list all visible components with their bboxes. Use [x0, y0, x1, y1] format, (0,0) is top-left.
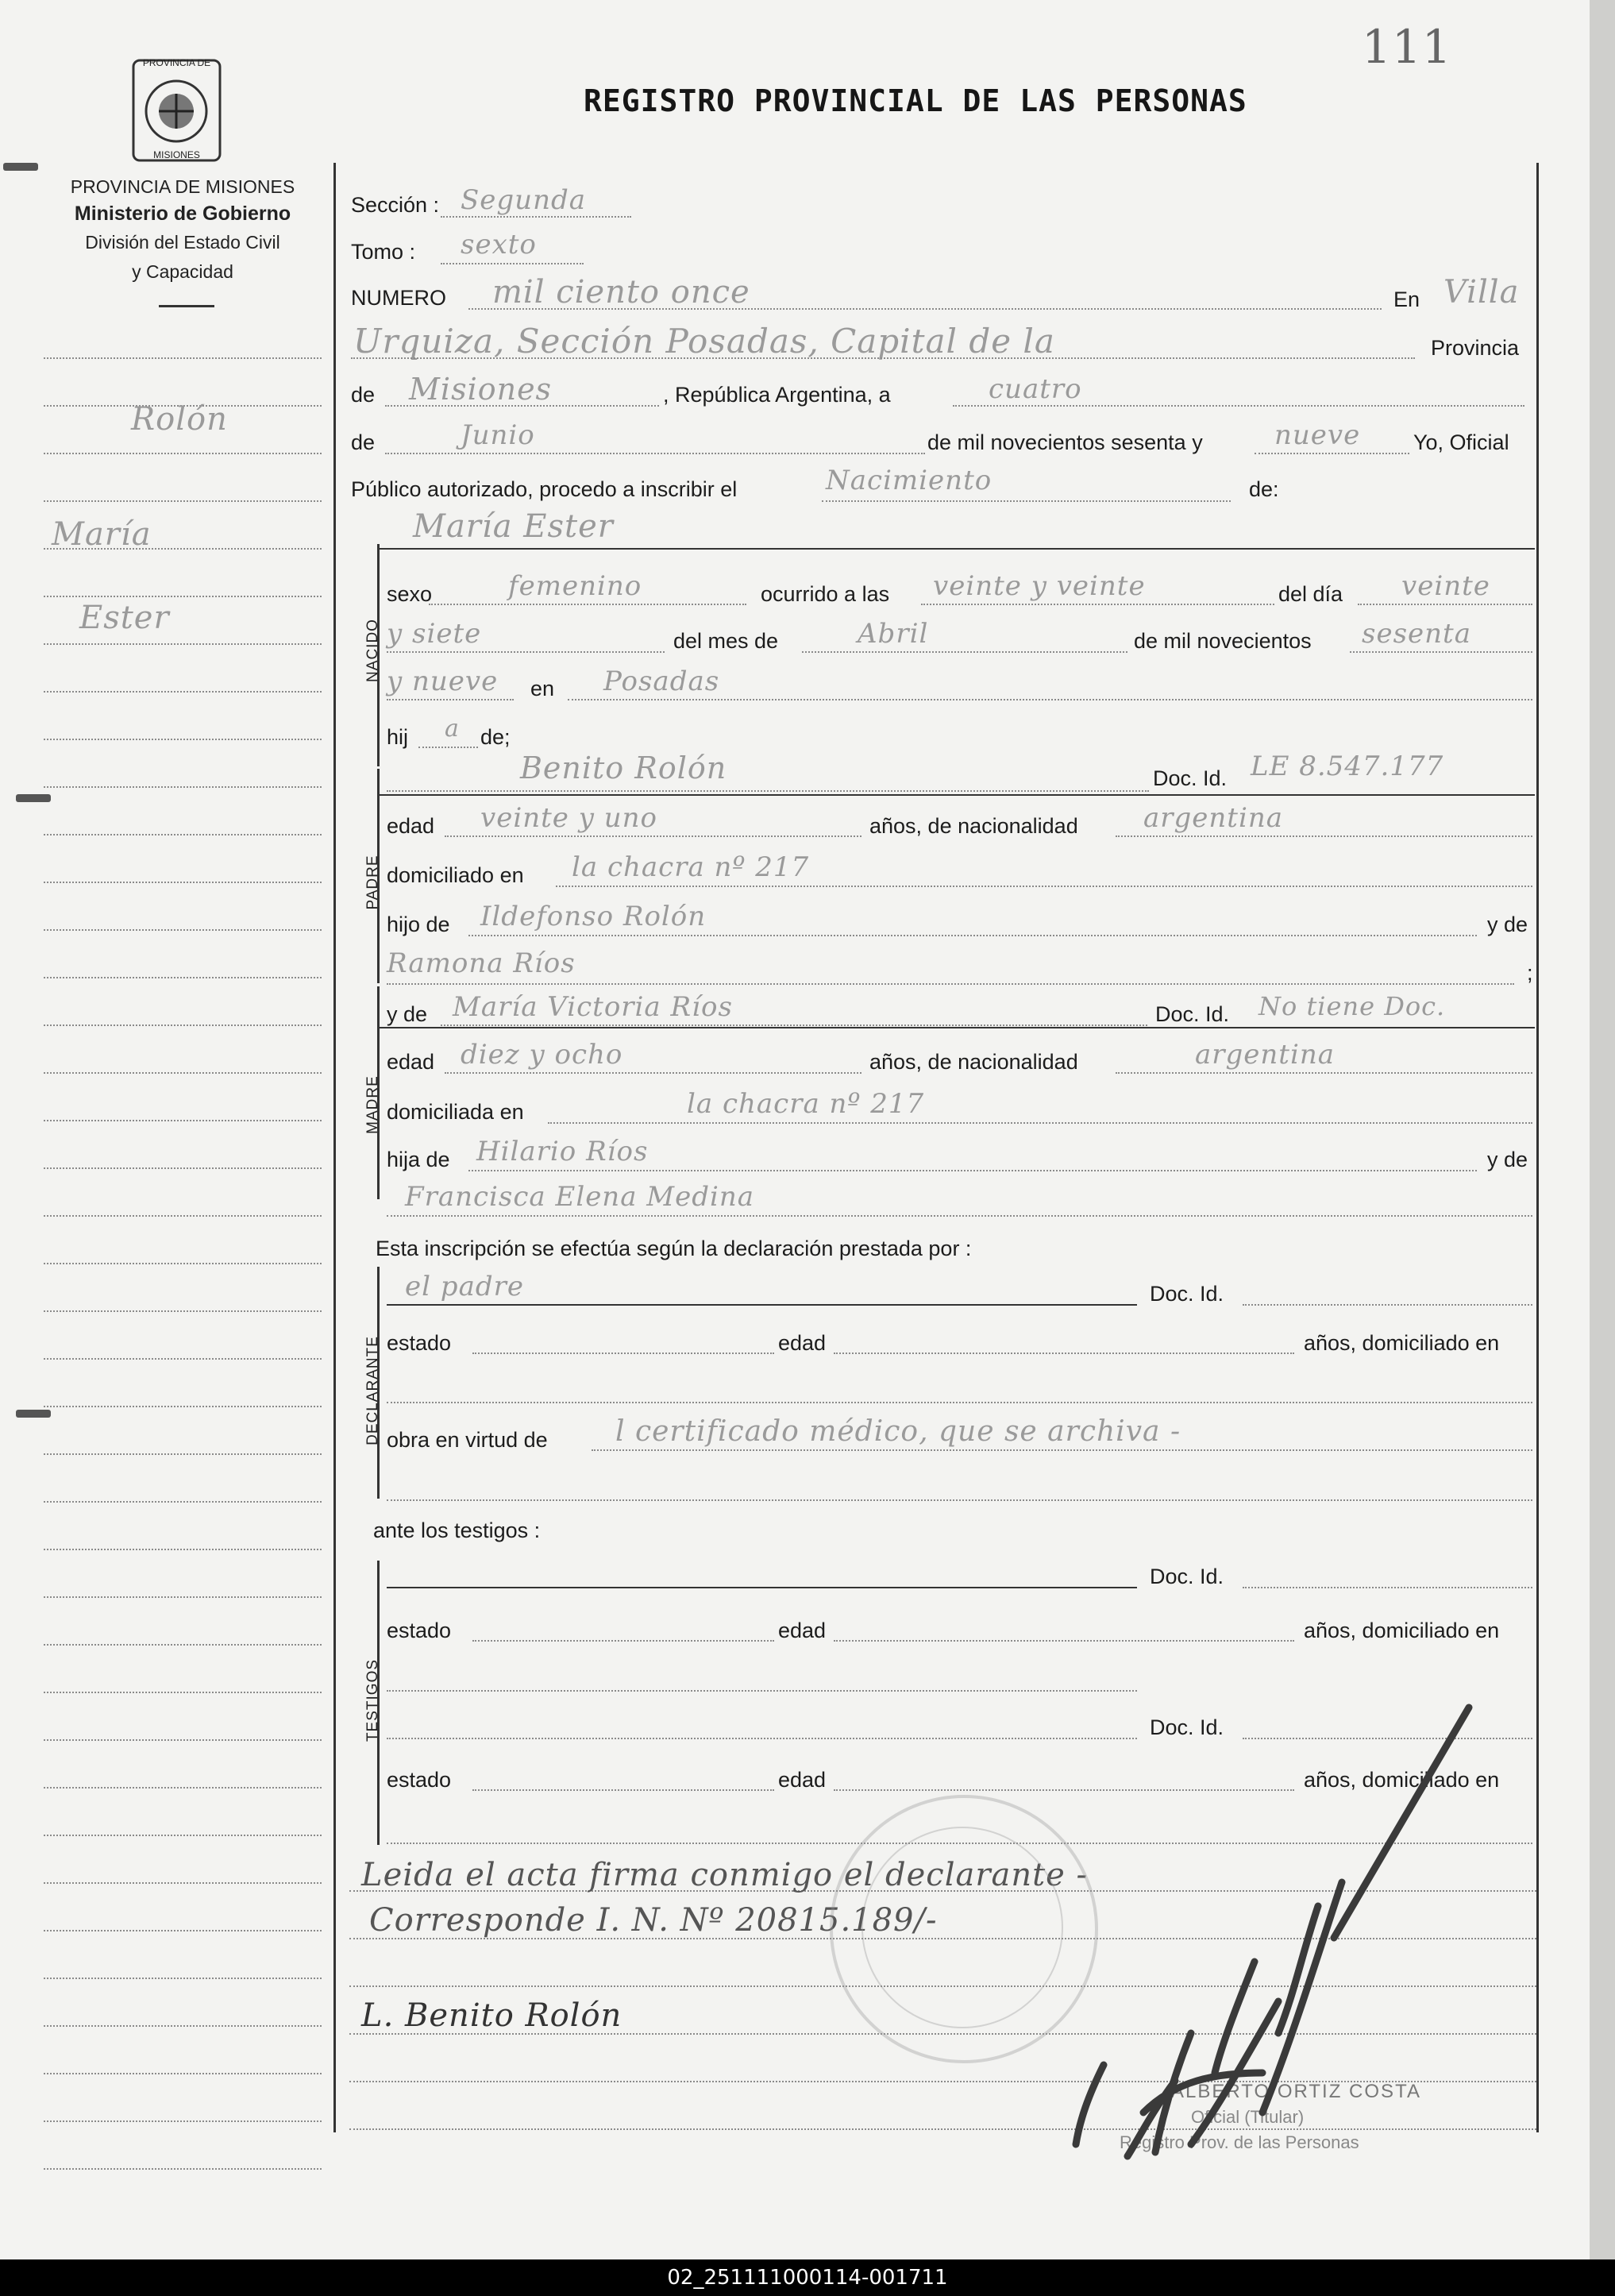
testigos-intro: ante los testigos :	[373, 1518, 541, 1542]
provincia-line	[385, 405, 659, 407]
madre-de-madre-line	[387, 1215, 1532, 1217]
testigo-1-nombre-line	[387, 1587, 1137, 1588]
padre-nombre-solid	[380, 794, 1535, 796]
anios-label-madre: años, de nacionalidad	[869, 1050, 1078, 1074]
sexo-label: sexo	[387, 582, 433, 606]
mil-label: de mil novecientos sesenta y	[927, 430, 1203, 454]
obra-line	[592, 1449, 1532, 1451]
place-line: Urquiza, Sección Posadas, Capital de la	[353, 322, 1055, 361]
testigos-side-label: TESTIGOS	[364, 1658, 381, 1742]
tomo-value: sexto	[461, 229, 537, 260]
testigo-2-nombre-line	[387, 1690, 1137, 1692]
mes-line	[385, 453, 925, 454]
edad-line-declarante	[834, 1353, 1294, 1354]
publico-label: Público autorizado, procedo a inscribir el	[351, 477, 738, 501]
nombre-line	[380, 548, 1535, 550]
domicilio-value-madre: la chacra nº 217	[687, 1088, 925, 1120]
provincia-label: Provincia	[1431, 336, 1520, 360]
hij-value: a	[445, 715, 460, 743]
doc-label-testigo-1: Doc. Id.	[1150, 1565, 1224, 1588]
domicilio-label-madre: domiciliada en	[387, 1100, 524, 1124]
obra-value: l certificado médico, que se archiva -	[615, 1415, 1181, 1448]
page-title: REGISTRO PROVINCIAL DE LAS PERSONAS	[584, 83, 1247, 118]
mes-value-nacido: Abril	[858, 618, 929, 650]
obra-label: obra en virtud de	[387, 1428, 548, 1452]
anio-value-nacido-2: y nueve	[387, 666, 499, 697]
anio-value: nueve	[1274, 419, 1361, 451]
declarante-side-label: DECLARANTE	[364, 1336, 381, 1445]
domicilio-line-padre	[556, 886, 1532, 887]
estado-label-testigo-2: estado	[387, 1768, 452, 1792]
sexo-line	[429, 604, 746, 605]
hijo-label: hijo de	[387, 913, 450, 936]
acto-value: Nacimiento	[826, 465, 993, 496]
seccion-label: Sección :	[351, 193, 440, 217]
anio-line	[1255, 453, 1409, 454]
madre-side-label: MADRE	[364, 1075, 381, 1134]
estado-label-testigo-1: estado	[387, 1619, 452, 1642]
right-divider	[1536, 163, 1539, 2132]
del-mes-label: del mes de	[673, 629, 779, 653]
doc-line-declarante	[1243, 1304, 1532, 1306]
edad-value-padre: veinte y uno	[480, 802, 657, 834]
dia-line	[953, 405, 1524, 407]
anio-line-nacido-2	[387, 699, 514, 700]
edad-line-padre	[445, 835, 861, 837]
declarante-nombre: el padre	[405, 1271, 524, 1302]
margin-name-2: Ester	[79, 600, 170, 636]
official-signature-icon	[1056, 1700, 1501, 2160]
mes-line-nacido	[802, 651, 1127, 653]
dia-value-2: y siete	[387, 618, 482, 650]
header-underline	[159, 305, 214, 307]
hijo-value: Ildefonso Rolón	[480, 901, 707, 932]
hora-value: veinte y veinte	[933, 570, 1146, 602]
del-dia-label: del día	[1278, 582, 1343, 606]
nacionalidad-line-madre	[1116, 1072, 1532, 1074]
obra-line-2	[387, 1499, 1532, 1501]
republica-label: , República Argentina, a	[663, 383, 891, 407]
sexo-value: femenino	[508, 570, 642, 602]
de3-label: de:	[1249, 477, 1279, 501]
left-divider	[333, 163, 336, 2132]
provincia-value: Misiones	[409, 372, 553, 407]
edad-label-padre: edad	[387, 814, 435, 838]
en-label: En	[1393, 287, 1420, 311]
page-edge	[1590, 0, 1615, 2259]
doc-label-padre: Doc. Id.	[1153, 766, 1228, 790]
hij-label-b: de;	[480, 725, 511, 749]
numero-line	[468, 308, 1382, 310]
domicilio-value-padre: la chacra nº 217	[572, 851, 810, 883]
estado-line-testigo-1	[472, 1640, 774, 1642]
semicolon: ;	[1527, 961, 1533, 985]
declarante-signature: L. Benito Rolón	[361, 1997, 622, 2034]
edad-line-testigo-1	[834, 1640, 1294, 1642]
seal-text-top: PROVINCIA DE	[142, 57, 211, 68]
edad-label-madre: edad	[387, 1050, 435, 1074]
registry-stamp-inner	[861, 1827, 1063, 2028]
nombre-value: María Ester	[413, 508, 614, 545]
binding-hole	[16, 1410, 51, 1418]
header-division-2: y Capacidad	[132, 261, 233, 282]
anios-label-declarante: años, domiciliado en	[1304, 1331, 1500, 1355]
estado-line-declarante	[472, 1353, 774, 1354]
ocurrido-label: ocurrido a las	[761, 582, 890, 606]
padre-side-label: PADRE	[364, 855, 381, 910]
doc-line-testigo-1	[1243, 1587, 1532, 1588]
nacionalidad-value-madre: argentina	[1195, 1039, 1336, 1071]
madre-de-madre: Francisca Elena Medina	[405, 1181, 755, 1213]
dia-line-2	[387, 651, 665, 653]
hora-line	[921, 604, 1274, 605]
anios-label-padre: años, de nacionalidad	[869, 814, 1078, 838]
acto-line	[822, 500, 1231, 502]
header-province: PROVINCIA DE MISIONES	[70, 176, 295, 197]
page-number: 111	[1362, 20, 1452, 74]
doc-label-madre: Doc. Id.	[1155, 1002, 1230, 1026]
doc-label-declarante: Doc. Id.	[1150, 1282, 1224, 1306]
edad-label-declarante: edad	[778, 1331, 827, 1355]
margin-surname: Rolón	[131, 401, 228, 438]
tomo-label: Tomo :	[351, 240, 416, 264]
lugar-value: Posadas	[603, 666, 720, 697]
estado-line-testigo-2	[472, 1789, 774, 1791]
hija-line	[468, 1170, 1477, 1171]
edad-label-testigo-1: edad	[778, 1619, 827, 1642]
image-id-bar: 02_251111000114-001711	[0, 2259, 1615, 2296]
domicilio-line-madre	[548, 1122, 1532, 1124]
estado-label-declarante: estado	[387, 1331, 452, 1355]
madre-nombre: María Victoria Ríos	[453, 991, 733, 1023]
de-label: de	[351, 383, 376, 407]
anios-label-testigo-2: años, domiciliado en	[1304, 1768, 1500, 1792]
edad-line-madre	[445, 1072, 861, 1074]
numero-value: mil ciento once	[492, 274, 750, 311]
binding-hole	[16, 794, 51, 802]
official-stamp-line-3: Registro Prov. de las Personas	[1120, 2132, 1359, 2152]
nacionalidad-value-padre: argentina	[1143, 802, 1284, 834]
dia-value: cuatro	[989, 373, 1082, 405]
hija-label: hija de	[387, 1148, 450, 1171]
yo-label: Yo, Oficial	[1413, 430, 1509, 454]
lugar-line	[568, 699, 1532, 700]
seccion-value: Segunda	[461, 184, 587, 216]
header-division-1: División del Estado Civil	[85, 232, 280, 253]
official-stamp-line-2: Oficial (Titular)	[1191, 2107, 1305, 2127]
note-1: Leida el acta firma conmigo el declarante -	[361, 1857, 1089, 1893]
doc-label-testigo-2: Doc. Id.	[1150, 1715, 1224, 1739]
madre-de-padre-line	[387, 983, 1514, 985]
anios-label-testigo-1: años, domiciliado en	[1304, 1619, 1500, 1642]
edad-value-madre: diez y ocho	[461, 1039, 623, 1071]
declarante-intro: Esta inscripción se efectúa según la declaración prestada por :	[376, 1237, 972, 1260]
doc-value-padre: LE 8.547.177	[1251, 751, 1444, 782]
madre-de-padre: Ramona Ríos	[387, 947, 576, 979]
note-2: Corresponde I. N. Nº 20815.189/-	[369, 1902, 938, 1939]
madre-nombre-solid	[380, 1027, 1535, 1028]
doc-value-madre: No tiene Doc.	[1258, 991, 1446, 1021]
domicilio-line-declarante	[387, 1402, 1532, 1403]
dia-line-nacido	[1358, 604, 1532, 605]
de2-label: de	[351, 430, 376, 454]
hijo-line	[468, 935, 1477, 936]
madre-nombre-line	[441, 1025, 1147, 1026]
testigo-2-line	[387, 1738, 1137, 1739]
anio-value-nacido: sesenta	[1362, 618, 1471, 650]
y-de-label-madre: y de	[387, 1002, 428, 1026]
anio-line-nacido	[1350, 651, 1532, 653]
edad-label-testigo-2: edad	[778, 1768, 827, 1792]
hija-value: Hilario Ríos	[476, 1136, 649, 1167]
hij-line	[418, 747, 478, 748]
nacido-side-label: NACIDO	[364, 619, 381, 682]
tomo-line	[441, 263, 584, 264]
domicilio-label-padre: domiciliado en	[387, 863, 524, 887]
mil-label-nacido: de mil novecientos	[1134, 629, 1312, 653]
nacionalidad-line-padre	[1116, 835, 1532, 837]
margin-name-1: María	[52, 516, 152, 553]
en-value: Villa	[1443, 274, 1520, 311]
y-de-label-madre-2: y de	[1487, 1148, 1528, 1171]
seccion-line	[441, 216, 631, 218]
padre-nombre-line	[387, 790, 1149, 792]
mes-value: Junio	[461, 419, 535, 451]
numero-label: NUMERO	[351, 286, 446, 310]
y-de-label-padre: y de	[1487, 913, 1528, 936]
official-stamp-line-1: ALBERTO ORTIZ COSTA	[1171, 2081, 1421, 2102]
padre-nombre: Benito Rolón	[520, 751, 727, 785]
declarante-nombre-line	[387, 1304, 1137, 1306]
binding-hole	[3, 163, 38, 171]
seal-text-bottom: MISIONES	[153, 149, 200, 160]
header-ministry: Ministerio de Gobierno	[74, 203, 291, 225]
dia-value-nacido: veinte	[1401, 570, 1490, 602]
hij-label-a: hij	[387, 725, 409, 749]
en-label-nacido: en	[530, 677, 555, 700]
place-underline	[351, 357, 1415, 359]
